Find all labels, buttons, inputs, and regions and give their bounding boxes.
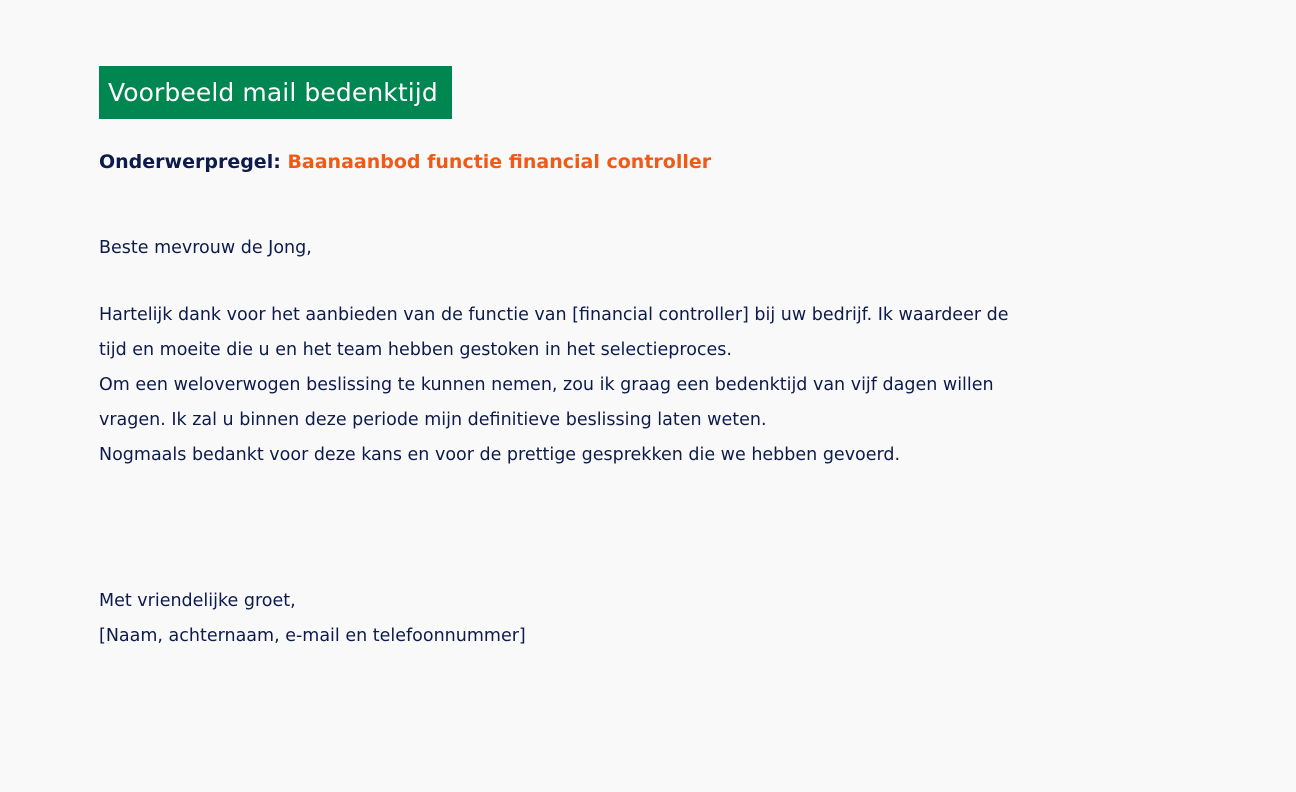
email-greeting: Beste mevrouw de Jong,: [99, 238, 312, 258]
subject-line: [99, 149, 1199, 175]
email-body-line: Nogmaals bedankt voor deze kans en voor de prettige gesprekken die we hebben gevoerd.: [99, 445, 901, 465]
email-body-line: tijd en moeite die u en het team hebben gestoken in het selectieproces.: [99, 340, 732, 360]
email-closing-block: [99, 584, 1199, 654]
email-body: [99, 298, 1199, 473]
subject-value: Baanaanbod functie financial controller: [287, 151, 712, 173]
page-title: Voorbeeld mail bedenktijd: [99, 66, 452, 119]
email-closing: Met vriendelijke groet,: [99, 591, 296, 611]
email-body-line: vragen. Ik zal u binnen deze periode mijn definitieve beslissing laten weten.: [99, 410, 767, 430]
email-body-line: Om een weloverwogen beslissing te kunnen nemen, zou ik graag een bedenktijd van vijf dagen willen: [99, 375, 994, 395]
subject-label: Onderwerpregel:: [99, 151, 281, 173]
email-signature: [Naam, achternaam, e-mail en telefoonnummer]: [99, 626, 526, 646]
email-example: [99, 66, 1199, 654]
email-body-line: Hartelijk dank voor het aanbieden van de functie van [financial controller] bij uw bedrijf. Ik waardeer de: [99, 305, 1009, 325]
